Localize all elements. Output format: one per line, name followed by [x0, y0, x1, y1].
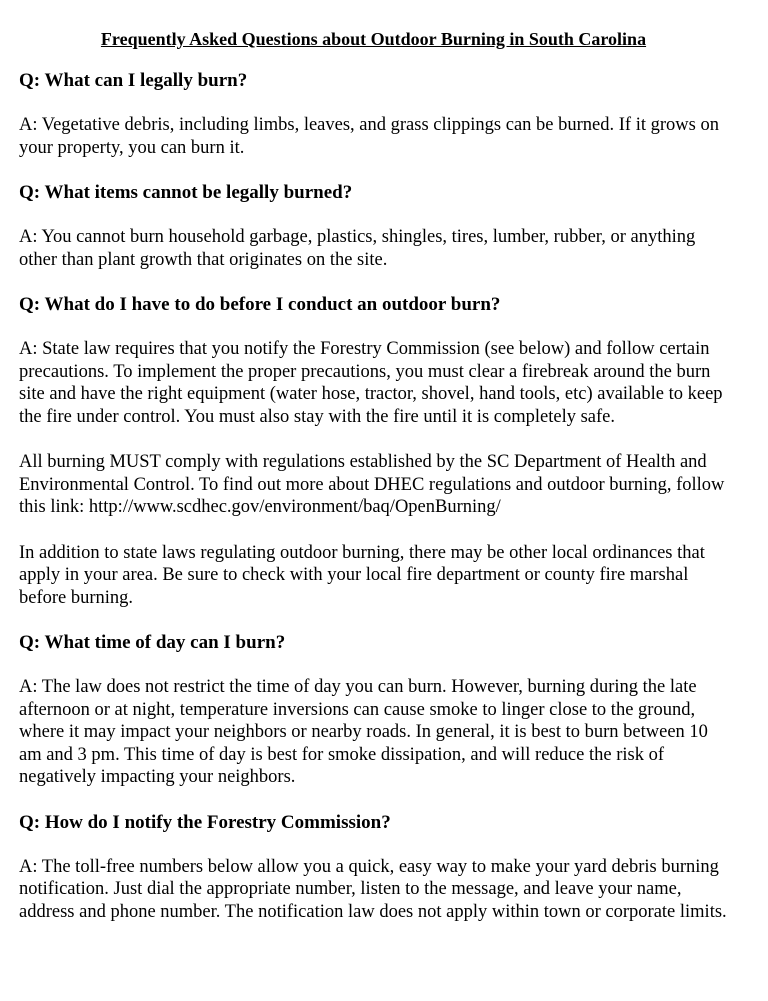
faq-question: Q: What time of day can I burn?: [19, 632, 286, 653]
faq-section-notify: [19, 812, 728, 924]
faq-section-cannot-burn: [19, 182, 728, 271]
faq-answer: A: The toll-free numbers below allow you a quick, easy way to make your yard debris burning notification. Just dial the appropriate number, listen to the message, and leave your name, address and phone number. The notification law does not apply within town or corporate limits.: [19, 856, 727, 922]
faq-section-time-of-day: [19, 632, 728, 789]
faq-question: Q: What can I legally burn?: [19, 70, 248, 91]
faq-question: Q: How do I notify the Forestry Commission?: [19, 811, 391, 833]
faq-answer: A: The law does not restrict the time of day you can burn. However, burning during the late afternoon or at night, temperature inversions can cause smoke to linger close to the ground, where it may impact your neighbors or nearby roads. In general, it is best to burn between 10 am and 3 pm. This time of day is best for smoke dissipation, and will reduce the risk of negatively impacting your neighbors.: [19, 677, 708, 787]
faq-question: Q: What do I have to do before I conduct an outdoor burn?: [19, 294, 501, 315]
faq-section-before-burn: [19, 294, 728, 609]
faq-answer: A: State law requires that you notify the Forestry Commission (see below) and follow certain precautions. To implement the proper precautions, you must clear a firebreak around the burn site and have the right equipment (water hose, tractor, shovel, hand tools, etc) available to keep the fire under control. You must also stay with the fire until it is completely safe.: [19, 339, 723, 427]
document-title: Frequently Asked Questions about Outdoor Burning in South Carolina: [100, 29, 647, 49]
faq-section-legal-burn: [19, 70, 728, 159]
faq-question: Q: What items cannot be legally burned?: [19, 182, 353, 203]
faq-answer: A: Vegetative debris, including limbs, leaves, and grass clippings can be burned. If it grows on your property, you can burn it.: [19, 115, 719, 158]
faq-answer: A: You cannot burn household garbage, plastics, shingles, tires, lumber, rubber, or anything other than plant growth that originates on the site.: [19, 227, 696, 270]
faq-answer-local-ordinances: In addition to state laws regulating outdoor burning, there may be other local ordinances that apply in your area. Be sure to check with your local fire department or county fire marshal before burning.: [19, 542, 705, 608]
faq-answer-dhec-note: All burning MUST comply with regulations established by the SC Department of Health and Environmental Control. To find out more about DHEC regulations and outdoor burning, follow this link: http://www.scdhec.gov/environment/baq/OpenBurning/: [19, 452, 725, 517]
